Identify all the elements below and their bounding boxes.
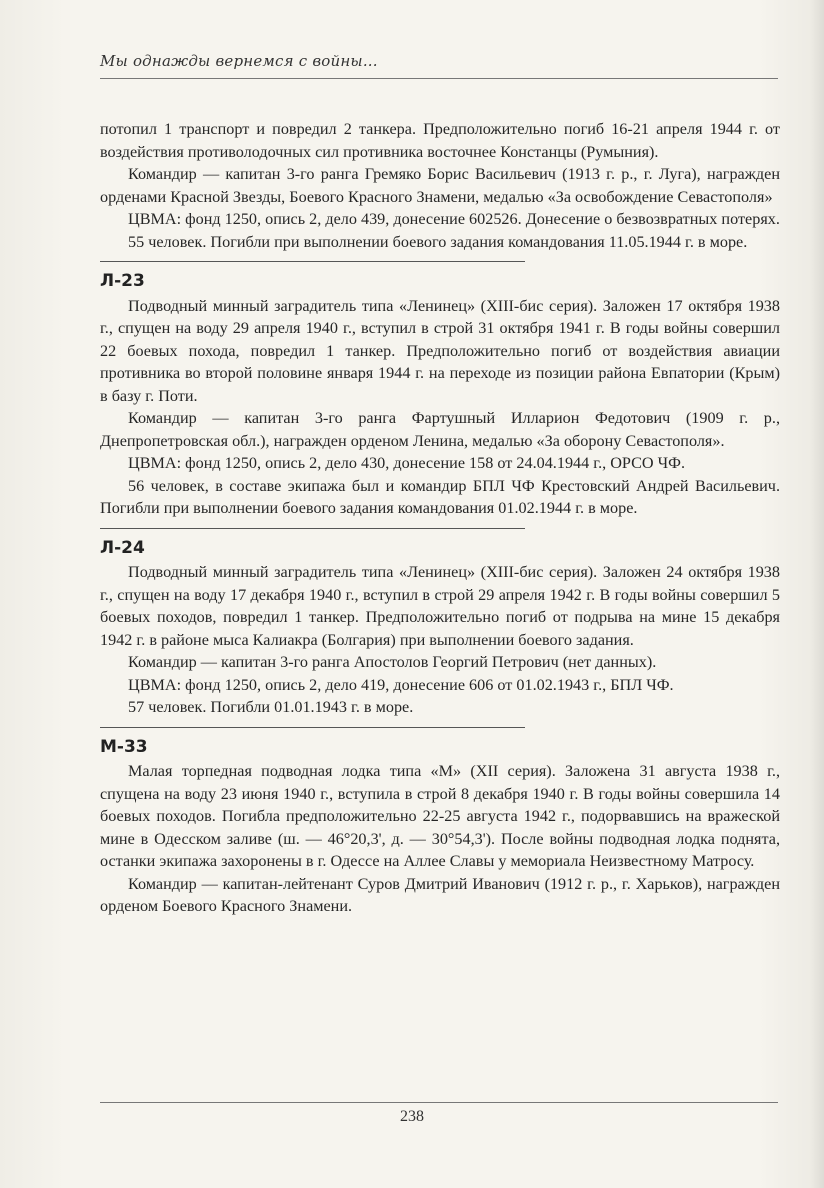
intro-paragraph: ЦВМА: фонд 1250, опись 2, дело 439, донесение 602526. Донесение о безвозвратных потерях.	[128, 210, 780, 228]
intro-paragraph: потопил 1 транспорт и повредил 2 танкера. Предположительно погиб 16-21 апреля 1944 г. от воздействия противолодочных сил противника восточнее Констанцы (Румыния).	[100, 120, 780, 161]
section-paragraph: ЦВМА: фонд 1250, опись 2, дело 419, донесение 606 от 01.02.1943 г., БПЛ ЧФ.	[128, 675, 674, 694]
section-paragraph: Подводный минный заградитель типа «Ленинец» (XIII-бис серия). Заложен 24 октября 1938 г., спущен на воду 17 декабря 1940 г., вступил в строй 29 апреля 1942 г. В годы войны совершил 5 боевых походов, повредил 1 танкер. Предположительно погиб от подрыва на мине 15 декабря 1942 г. в районе мыса Калиакра (Болгария) при выполнении боевого задания.	[100, 563, 780, 649]
section-separator	[100, 261, 525, 262]
section-paragraph: ЦВМА: фонд 1250, опись 2, дело 430, донесение 158 от 24.04.1944 г., ОРСО ЧФ.	[128, 454, 686, 472]
section-separator	[100, 528, 525, 529]
page-content	[100, 118, 780, 918]
footer-rule	[100, 1102, 778, 1103]
section-paragraph: Командир — капитан 3-го ранга Апостолов Георгий Петрович (нет данных).	[128, 653, 657, 671]
running-head: Мы однажды вернемся с войны...	[100, 52, 378, 70]
section-title-l23: Л-23	[100, 271, 145, 291]
section-paragraph: Подводный минный заградитель типа «Ленинец» (XIII-бис серия). Заложен 17 октября 1938 г., спущен на воду 29 апреля 1940 г., вступил в строй 31 октября 1941 г. В годы войны совершил 22 боевых похода, повредил 1 танкер. Предположительно погиб от воздействия авиации противника во второй половине января 1944 г. на переходе из позиции района Евпатории (Крым) в базу г. Поти.	[100, 296, 780, 405]
section-title-l24: Л-24	[100, 537, 145, 558]
intro-paragraph: 55 человек. Погибли при выполнении боевого задания командования 11.05.1944 г. в море.	[128, 232, 748, 251]
section-separator	[100, 727, 525, 728]
section-paragraph: Командир — капитан 3-го ранга Фартушный Илларион Федотович (1909 г. р., Днепропетровская обл.), награжден орденом Ленина, медалью «За оборону Севастополя».	[100, 409, 780, 450]
header-rule	[100, 78, 778, 79]
section-title-m33: М-33	[100, 736, 148, 757]
page-number: 238	[400, 1108, 424, 1125]
section-paragraph: Командир — капитан-лейтенант Суров Дмитрий Иванович (1912 г. р., г. Харьков), награжден орденом Боевого Красного Знамени.	[100, 874, 780, 915]
section-paragraph: 57 человек. Погибли 01.01.1943 г. в море.	[128, 698, 414, 716]
section-paragraph: 56 человек, в составе экипажа был и командир БПЛ ЧФ Крестовский Андрей Васильевич. Погибли при выполнении боевого задания командования 01.02.1944 г. в море.	[100, 476, 780, 517]
page-edge-shadow	[810, 0, 824, 1188]
intro-paragraph: Командир — капитан 3-го ранга Гремяко Борис Васильевич (1913 г. р., г. Луга), награжден орденами Красной Звезды, Боевого Красного Знамени, медалью «За освобождение Севастополя»	[100, 165, 780, 206]
section-paragraph: Малая торпедная подводная лодка типа «М» (XII серия). Заложена 31 августа 1938 г., спущена на воду 23 июня 1940 г., вступила в строй 8 декабря 1940 г. В годы войны совершила 14 боевых походов. Погибла предположительно 22-25 августа 1942 г., подорвавшись на вражеской мине в Одесском заливе (ш. — 46°20,3', д. — 30°54,3'). После войны подводная лодка поднята, останки экипажа захоронены в г. Одессе на Аллее Славы у мемориала Неизвестному Матросу.	[100, 762, 780, 870]
